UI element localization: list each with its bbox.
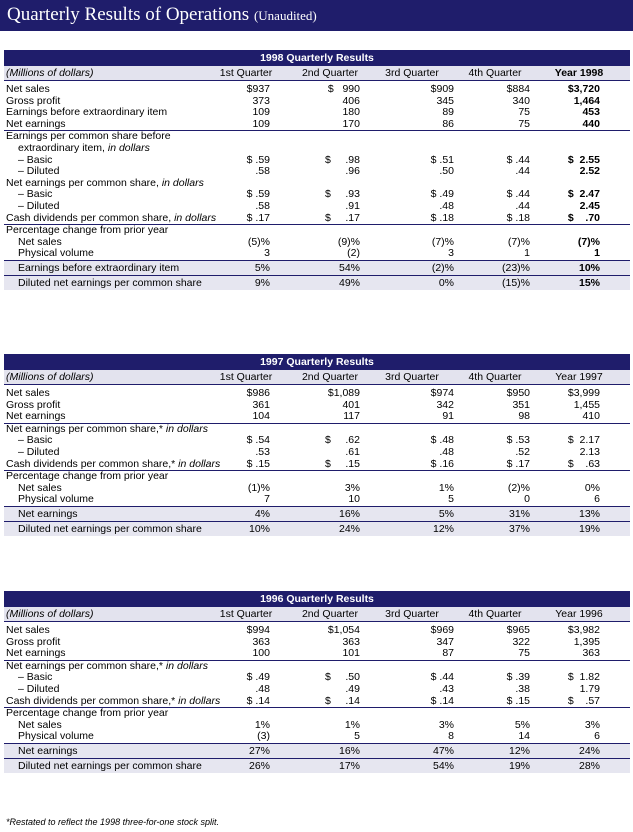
row-label: Gross profit: [6, 635, 61, 648]
units-label: (Millions of dollars): [6, 608, 94, 620]
cell-value: 26%: [248, 759, 270, 772]
units-label: (Millions of dollars): [6, 371, 94, 383]
cell-value: 75: [518, 117, 530, 130]
cell-value: 91: [442, 410, 454, 423]
cell-value: 2.45: [579, 199, 600, 212]
cell-value: 440: [582, 117, 600, 130]
cell-value: 49%: [338, 276, 360, 289]
row-label: Physical volume: [18, 730, 94, 743]
row-label: Net sales: [6, 624, 50, 636]
cell-value: $ 2.47: [567, 188, 600, 201]
table-row: [4, 189, 630, 201]
cell-value: 14: [518, 730, 530, 743]
cell-value: $909: [430, 83, 454, 95]
cell-value: $ .16: [430, 457, 454, 470]
cell-value: 24%: [578, 744, 600, 757]
cell-value: (7)%: [577, 235, 600, 248]
cell-value: $ .17: [324, 211, 360, 224]
column-header: 2nd Quarter: [301, 371, 359, 383]
cell-value: 17%: [338, 759, 360, 772]
table-row: [4, 648, 630, 660]
row-label: Net earnings: [6, 117, 66, 130]
subtitle-text: (Unaudited): [253, 8, 317, 23]
row-label: Net earnings per common share, in dollars: [6, 176, 204, 189]
column-header-row: [4, 370, 630, 385]
cell-value: 87: [442, 647, 454, 660]
row-label: Net earnings: [6, 410, 66, 423]
cell-value: $ .14: [246, 694, 270, 707]
table-row: [4, 731, 630, 743]
cell-value: 1%: [438, 481, 454, 494]
cell-value: .43: [439, 682, 454, 695]
cell-value: 1,464: [573, 94, 600, 107]
table-row: [4, 720, 630, 732]
cell-value: 37%: [508, 522, 530, 535]
row-label: Net sales: [6, 83, 50, 95]
cell-value: 3%: [584, 718, 600, 731]
cell-value: 3%: [344, 481, 360, 494]
cell-value: 117: [343, 410, 360, 423]
column-header: 2nd Quarter: [301, 608, 359, 620]
cell-value: (2)%: [431, 261, 454, 274]
cell-value: $ .44: [430, 671, 454, 684]
cell-value: 15%: [578, 276, 600, 289]
cell-value: (7)%: [431, 235, 454, 248]
cell-value: $3,982: [567, 624, 600, 636]
column-header: 4th Quarter: [468, 67, 522, 79]
cell-value: $994: [246, 624, 270, 636]
cell-value: $ .18: [430, 211, 454, 224]
cell-value: .48: [255, 682, 270, 695]
cell-value: $ .14: [324, 694, 360, 707]
table-row: [4, 470, 630, 483]
table-row: [4, 494, 630, 506]
row-label: Net earnings per common share,* in dollars: [6, 659, 208, 672]
cell-value: $ .53: [506, 434, 530, 447]
table-row: [4, 388, 630, 400]
cell-value: (2)%: [507, 481, 530, 494]
cell-value: 10: [348, 493, 360, 506]
row-label: – Diluted: [18, 682, 60, 695]
cell-value: $ .44: [506, 153, 530, 166]
cell-value: 6: [594, 730, 600, 743]
cell-value: 340: [512, 94, 530, 107]
cell-value: $ .14: [430, 694, 454, 707]
column-header: 3rd Quarter: [385, 67, 439, 79]
table-row: [4, 119, 630, 131]
cell-value: 8: [448, 730, 454, 743]
cell-value: $ .17: [246, 211, 270, 224]
table-row: [4, 224, 630, 237]
cell-value: 6: [594, 493, 600, 506]
table-row: [4, 707, 630, 720]
row-label: – Basic: [18, 188, 53, 201]
section-banner: 1997 Quarterly Results: [4, 354, 630, 370]
cell-value: 5: [448, 493, 454, 506]
cell-value: $ 2.17: [567, 434, 600, 447]
cell-value: 363: [582, 647, 600, 660]
section-banner: 1998 Quarterly Results: [4, 50, 630, 66]
cell-value: $3,720: [567, 83, 600, 95]
cell-value: $ .51: [430, 153, 454, 166]
table-row: [4, 275, 630, 290]
column-header: 4th Quarter: [468, 608, 522, 620]
page-header: [0, 0, 633, 31]
cell-value: (1)%: [247, 481, 270, 494]
cell-value: 7: [264, 493, 270, 506]
row-label: – Basic: [18, 671, 53, 684]
cell-value: 5%: [514, 718, 530, 731]
cell-value: .91: [345, 199, 360, 212]
row-label: Net earnings: [18, 744, 78, 757]
cell-value: 1%: [254, 718, 270, 731]
table-row: [4, 447, 630, 459]
cell-value: .44: [515, 165, 530, 178]
row-label: – Diluted: [18, 445, 60, 458]
cell-value: 401: [342, 398, 360, 411]
table-row: [4, 423, 630, 436]
column-header-row: [4, 66, 630, 81]
table-row: [4, 483, 630, 495]
cell-value: .58: [255, 199, 270, 212]
results-1996-table: [4, 591, 630, 773]
row-label: Diluted net earnings per common share: [18, 522, 202, 535]
cell-value: $ .49: [430, 188, 454, 201]
cell-value: 5: [354, 730, 360, 743]
cell-value: 1.79: [579, 682, 600, 695]
table-row: [4, 248, 630, 260]
row-label: Gross profit: [6, 398, 61, 411]
cell-value: .96: [345, 165, 360, 178]
table-row: [4, 143, 630, 155]
row-label: Earnings per common share before: [6, 130, 171, 143]
cell-value: 3: [448, 247, 454, 260]
cell-value: 16%: [338, 507, 360, 520]
cell-value: $ .49: [246, 671, 270, 684]
row-label: Net sales: [18, 235, 62, 248]
cell-value: $974: [430, 387, 454, 399]
cell-value: 3: [264, 247, 270, 260]
cell-value: .53: [255, 445, 270, 458]
table-row: [4, 213, 630, 225]
cell-value: 89: [442, 106, 454, 119]
table-row: [4, 743, 630, 758]
section-banner: 1996 Quarterly Results: [4, 591, 630, 607]
cell-value: $ .54: [246, 434, 270, 447]
table-row: [4, 672, 630, 684]
results-1998-table: [4, 50, 630, 290]
column-header: 4th Quarter: [468, 371, 522, 383]
cell-value: 351: [512, 398, 530, 411]
units-label: (Millions of dollars): [6, 67, 94, 79]
row-label: Cash dividends per common share,* in dollars: [6, 694, 221, 707]
row-label: Gross profit: [6, 94, 61, 107]
cell-value: 98: [518, 410, 530, 423]
cell-value: $ .98: [324, 153, 360, 166]
row-label: Earnings before extraordinary item: [6, 106, 168, 119]
cell-value: $ .15: [324, 457, 360, 470]
cell-value: 347: [436, 635, 454, 648]
cell-value: 54%: [338, 261, 360, 274]
row-label: Net sales: [18, 481, 62, 494]
row-label: Cash dividends per common share,* in dollars: [6, 457, 221, 470]
cell-value: 0%: [584, 481, 600, 494]
cell-value: $ .17: [506, 457, 530, 470]
column-header: 1st Quarter: [219, 371, 273, 383]
column-header: 1st Quarter: [219, 67, 273, 79]
row-label: Diluted net earnings per common share: [18, 276, 202, 289]
column-header: Year 1997: [555, 371, 603, 383]
cell-value: 54%: [432, 759, 454, 772]
cell-value: 322: [512, 635, 530, 648]
cell-value: 170: [342, 117, 360, 130]
cell-value: (3): [257, 730, 270, 743]
row-label: – Diluted: [18, 199, 60, 212]
row-label: Net earnings per common share,* in dollars: [6, 422, 208, 435]
row-label: Physical volume: [18, 493, 94, 506]
cell-value: $ .70: [567, 211, 600, 224]
cell-value: 19%: [578, 522, 600, 535]
column-header-row: [4, 607, 630, 622]
cell-value: 12%: [508, 744, 530, 757]
cell-value: (15)%: [501, 276, 530, 289]
row-label: Net earnings: [6, 647, 66, 660]
cell-value: 342: [436, 398, 454, 411]
row-label: – Basic: [18, 434, 53, 447]
cell-value: $1,089: [327, 387, 360, 399]
title-text: Quarterly Results of Operations: [7, 4, 250, 25]
cell-value: $ .50: [324, 671, 360, 684]
cell-value: 1: [524, 247, 530, 260]
cell-value: 363: [252, 635, 270, 648]
column-header: Year 1996: [555, 608, 603, 620]
row-label: Net earnings: [18, 507, 78, 520]
cell-value: 28%: [578, 759, 600, 772]
cell-value: 3%: [438, 718, 454, 731]
column-header: Year 1998: [554, 67, 604, 79]
cell-value: (5)%: [247, 235, 270, 248]
cell-value: .48: [439, 199, 454, 212]
cell-value: 1: [594, 247, 600, 260]
row-label: Cash dividends per common share, in dollars: [6, 211, 217, 224]
table-row: [4, 237, 630, 249]
cell-value: 1%: [344, 718, 360, 731]
cell-value: $ .59: [246, 188, 270, 201]
cell-value: 180: [342, 106, 360, 119]
table-row: [4, 459, 630, 471]
cell-value: 27%: [248, 744, 270, 757]
cell-value: 410: [582, 410, 600, 423]
cell-value: $ 990: [327, 83, 360, 95]
page-title: [7, 4, 317, 26]
table-row: [4, 411, 630, 423]
table-row: [4, 637, 630, 649]
cell-value: .49: [345, 682, 360, 695]
table-row: [4, 696, 630, 708]
cell-value: 12%: [432, 522, 454, 535]
cell-value: $ .48: [430, 434, 454, 447]
cell-value: 345: [436, 94, 454, 107]
cell-value: 373: [252, 94, 270, 107]
cell-value: .50: [439, 165, 454, 178]
table-row: [4, 758, 630, 773]
table-row: [4, 166, 630, 178]
cell-value: 109: [252, 106, 270, 119]
cell-value: $ .93: [324, 188, 360, 201]
table-row: [4, 660, 630, 673]
table-row: [4, 435, 630, 447]
table-row: [4, 625, 630, 637]
footnote: *Restated to reflect the 1998 three-for-one stock split.: [6, 817, 219, 827]
cell-value: 453: [582, 106, 600, 119]
cell-value: 1,395: [573, 635, 600, 648]
cell-value: 101: [342, 647, 360, 660]
table-row: [4, 260, 630, 275]
cell-value: .48: [439, 445, 454, 458]
table-row: [4, 506, 630, 521]
cell-value: $ .44: [506, 188, 530, 201]
cell-value: 10%: [578, 261, 600, 274]
column-header: 1st Quarter: [219, 608, 273, 620]
cell-value: 86: [442, 117, 454, 130]
cell-value: .58: [255, 165, 270, 178]
cell-value: $ .15: [506, 694, 530, 707]
cell-value: (2): [347, 247, 360, 260]
row-label: Percentage change from prior year: [6, 470, 169, 483]
row-label: – Diluted: [18, 165, 60, 178]
cell-value: .61: [345, 445, 360, 458]
cell-value: 0: [524, 493, 530, 506]
cell-value: 47%: [432, 744, 454, 757]
cell-value: (23)%: [501, 261, 530, 274]
cell-value: $ 2.55: [567, 153, 600, 166]
column-header: 3rd Quarter: [385, 371, 439, 383]
cell-value: 1,455: [573, 398, 600, 411]
cell-value: 363: [342, 635, 360, 648]
cell-value: $986: [246, 387, 270, 399]
cell-value: $ .39: [506, 671, 530, 684]
cell-value: 2.52: [579, 165, 600, 178]
cell-value: 5%: [254, 261, 270, 274]
cell-value: 13%: [578, 507, 600, 520]
cell-value: 0%: [438, 276, 454, 289]
row-label: Physical volume: [18, 247, 94, 260]
cell-value: $ .57: [567, 694, 600, 707]
cell-value: $937: [246, 83, 270, 95]
row-label: Diluted net earnings per common share: [18, 759, 202, 772]
row-label: Percentage change from prior year: [6, 707, 169, 720]
cell-value: 75: [518, 106, 530, 119]
cell-value: $965: [506, 624, 530, 636]
cell-value: $ .18: [506, 211, 530, 224]
row-label: Net sales: [18, 718, 62, 731]
row-label: Earnings before extraordinary item: [18, 261, 180, 274]
cell-value: 10%: [248, 522, 270, 535]
cell-value: 4%: [254, 507, 270, 520]
row-label: Percentage change from prior year: [6, 224, 169, 237]
cell-value: 100: [252, 647, 270, 660]
cell-value: 75: [518, 647, 530, 660]
cell-value: 5%: [438, 507, 454, 520]
cell-value: 9%: [254, 276, 270, 289]
table-row: [4, 201, 630, 213]
cell-value: $3,999: [567, 387, 600, 399]
cell-value: 104: [252, 410, 270, 423]
cell-value: .38: [515, 682, 530, 695]
cell-value: .52: [515, 445, 530, 458]
cell-value: 2.13: [579, 445, 600, 458]
row-label: extraordinary item, in dollars: [18, 141, 150, 154]
cell-value: 406: [342, 94, 360, 107]
cell-value: (7)%: [507, 235, 530, 248]
cell-value: $ .15: [246, 457, 270, 470]
table-row: [4, 521, 630, 536]
cell-value: $950: [506, 387, 530, 399]
cell-value: $ .59: [246, 153, 270, 166]
cell-value: (9)%: [337, 235, 360, 248]
cell-value: $884: [506, 83, 530, 95]
column-header: 2nd Quarter: [301, 67, 359, 79]
cell-value: 361: [252, 398, 270, 411]
cell-value: $ .63: [567, 457, 600, 470]
cell-value: .44: [515, 199, 530, 212]
cell-value: $ 1.82: [567, 671, 600, 684]
cell-value: 19%: [508, 759, 530, 772]
table-row: [4, 84, 630, 96]
table-row: [4, 684, 630, 696]
table-row: [4, 155, 630, 167]
cell-value: 109: [252, 117, 270, 130]
results-1997-table: [4, 354, 630, 536]
row-label: – Basic: [18, 153, 53, 166]
cell-value: 16%: [338, 744, 360, 757]
cell-value: 31%: [508, 507, 530, 520]
cell-value: 24%: [338, 522, 360, 535]
cell-value: $969: [430, 624, 454, 636]
cell-value: $ .62: [324, 434, 360, 447]
table-row: [4, 400, 630, 412]
column-header: 3rd Quarter: [385, 608, 439, 620]
row-label: Net sales: [6, 387, 50, 399]
cell-value: $1,054: [327, 624, 360, 636]
table-row: [4, 178, 630, 190]
table-row: [4, 107, 630, 119]
